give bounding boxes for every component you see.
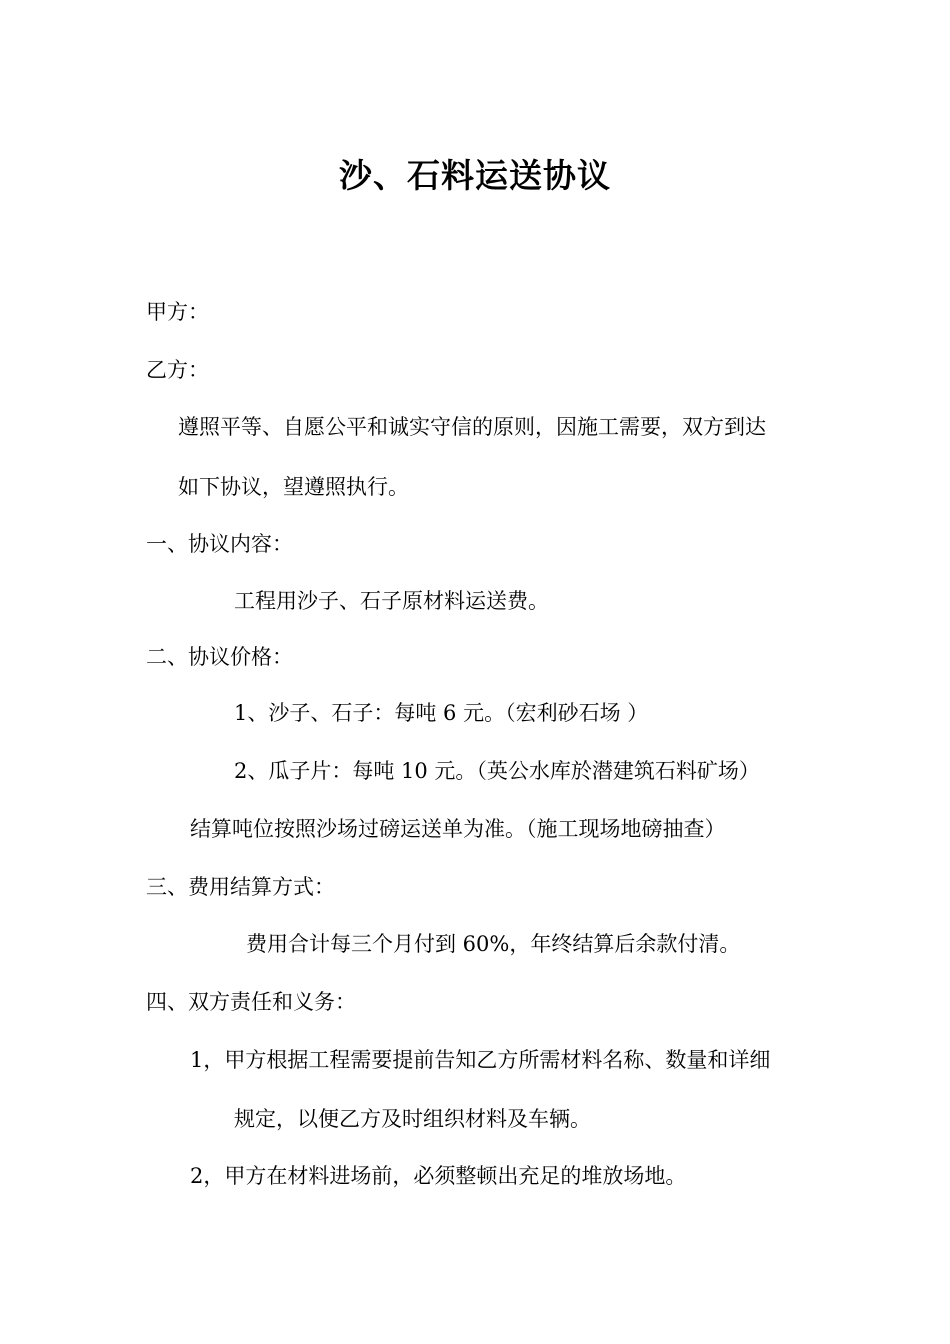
- section-1-content: 工程用沙子、石子原材料运送费。: [234, 589, 549, 613]
- section-1-heading: 一、协议内容：: [146, 532, 293, 556]
- section-3-content: 费用合计每三个月付到 60%，年终结算后余款付清。: [246, 932, 741, 956]
- section-3-heading: 三、费用结算方式：: [146, 875, 335, 899]
- document-title: 沙、石料运送协议: [339, 156, 611, 195]
- duty-item-1-line-1: 1，甲方根据工程需要提前告知乙方所需材料名称、数量和详细: [190, 1048, 771, 1072]
- party-b-label: 乙方：: [146, 358, 209, 382]
- settlement-note: 结算吨位按照沙场过磅运送单为准。（施工现场地磅抽查）: [190, 817, 726, 841]
- party-a-label: 甲方：: [146, 300, 209, 324]
- preamble-line-2: 如下协议，望遵照执行。: [178, 475, 409, 499]
- preamble-line-1: 遵照平等、自愿公平和诚实守信的原则，因施工需要，双方到达: [178, 415, 766, 439]
- price-item-2: 2、瓜子片：每吨 10 元。（英公水库於潜建筑石料矿场）: [234, 759, 760, 783]
- duty-item-2: 2，甲方在材料进场前，必须整顿出充足的堆放场地。: [190, 1164, 687, 1188]
- duty-item-1-line-2: 规定，以便乙方及时组织材料及车辆。: [234, 1107, 591, 1131]
- section-4-heading: 四、双方责任和义务：: [146, 990, 356, 1014]
- section-2-heading: 二、协议价格：: [146, 645, 293, 669]
- price-item-1: 1、沙子、石子：每吨 6 元。（宏利砂石场 ）: [234, 701, 649, 725]
